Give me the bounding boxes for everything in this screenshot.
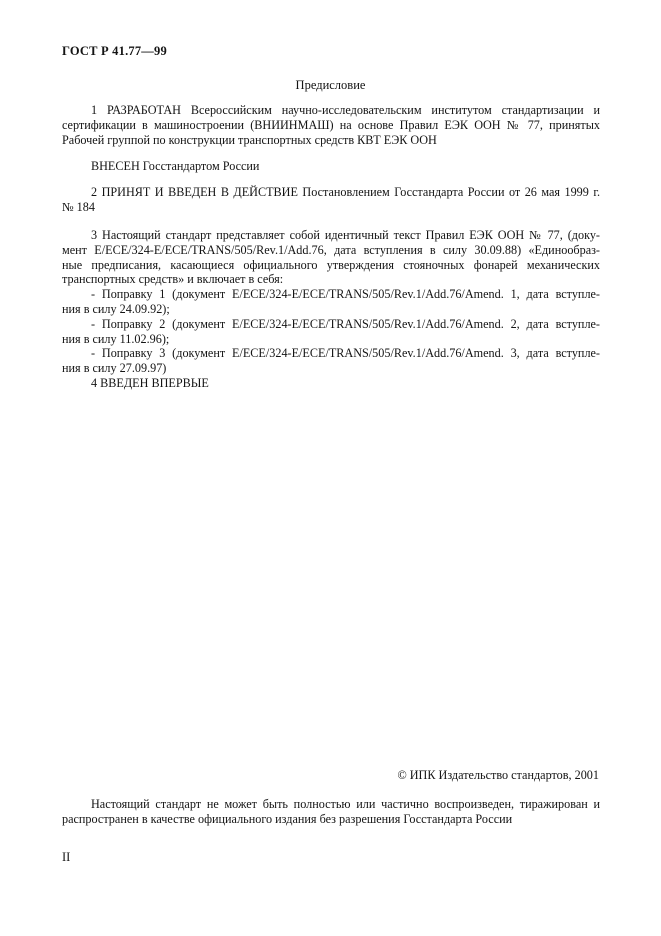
amendment-3-line-1: - Поправку 3 (документ E/ECE/324-E/ECE/TRANS/505/Rev.1/Add.76/Amend. 3, дата вступле-	[91, 346, 600, 361]
item-2-line-1: 2 ПРИНЯТ И ВВЕДЕН В ДЕЙСТВИЕ Постановлением Госстандарта России от 26 мая 1999 г.	[91, 185, 600, 199]
item-2-line-2: № 184	[62, 199, 95, 214]
notice-line-2: распространен в качестве официального издания без разрешения Госстандарта России	[62, 812, 513, 826]
item-3-line-4: транспортных средств» и включает в себя:	[62, 272, 284, 287]
item-3-identical-text	[62, 228, 600, 376]
copyright-notice: © ИПК Издательство стандартов, 2001	[397, 768, 599, 782]
item-4-first-introduced	[62, 376, 600, 391]
amendment-2-line-2: ния в силу 11.02.96);	[62, 331, 170, 346]
amendment-2-line-1: - Поправку 2 (документ E/ECE/324-E/ECE/TRANS/505/Rev.1/Add.76/Amend. 2, дата вступле-	[91, 316, 600, 331]
introduced-by	[62, 159, 600, 174]
amendment-1-line-1: - Поправку 1 (документ E/ECE/324-E/ECE/TRANS/505/Rev.1/Add.76/Amend. 1, дата вступле-	[91, 287, 600, 302]
item-1-line-3: Рабочей группой по конструкции транспортных средств КВТ ЕЭК ООН	[62, 132, 437, 147]
item-3-line-1: 3 Настоящий стандарт представляет собой идентичный текст Правил ЕЭК ООН № 77, (доку-	[91, 228, 600, 242]
item-3-line-2: мент E/ECE/324-E/ECE/TRANS/505/Rev.1/Add.76, дата вступления в силу 30.09.88) «Единообраз-	[62, 242, 600, 257]
item-1-developed	[62, 103, 600, 147]
item-3-line-3: ные предписания, касающиеся официального утверждения стояночных фонарей механических	[62, 257, 600, 272]
page-number: II	[62, 850, 71, 864]
notice-line-1: Настоящий стандарт не может быть полностью или частично воспроизведен, тиражирован и	[91, 797, 600, 811]
amendment-3-line-2: ния в силу 27.09.97)	[62, 361, 167, 376]
item-4-line: 4 ВВЕДЕН ВПЕРВЫЕ	[91, 376, 209, 390]
reproduction-notice	[62, 797, 600, 827]
item-1-line-2: сертификации в машиностроении (ВНИИНМАШ) на основе Правил ЕЭК ООН № 77, принятых	[62, 117, 600, 132]
page-header-standard-code: ГОСТ Р 41.77—99	[62, 44, 167, 58]
section-title: Предисловие	[295, 78, 366, 92]
amendment-1-line-2: ния в силу 24.09.92);	[62, 301, 170, 316]
item-2-adopted	[62, 185, 600, 215]
item-1-line-1: 1 РАЗРАБОТАН Всероссийским научно-исследовательским институтом стандартизации и	[91, 103, 600, 117]
introduced-line: ВНЕСЕН Госстандартом России	[91, 159, 260, 173]
